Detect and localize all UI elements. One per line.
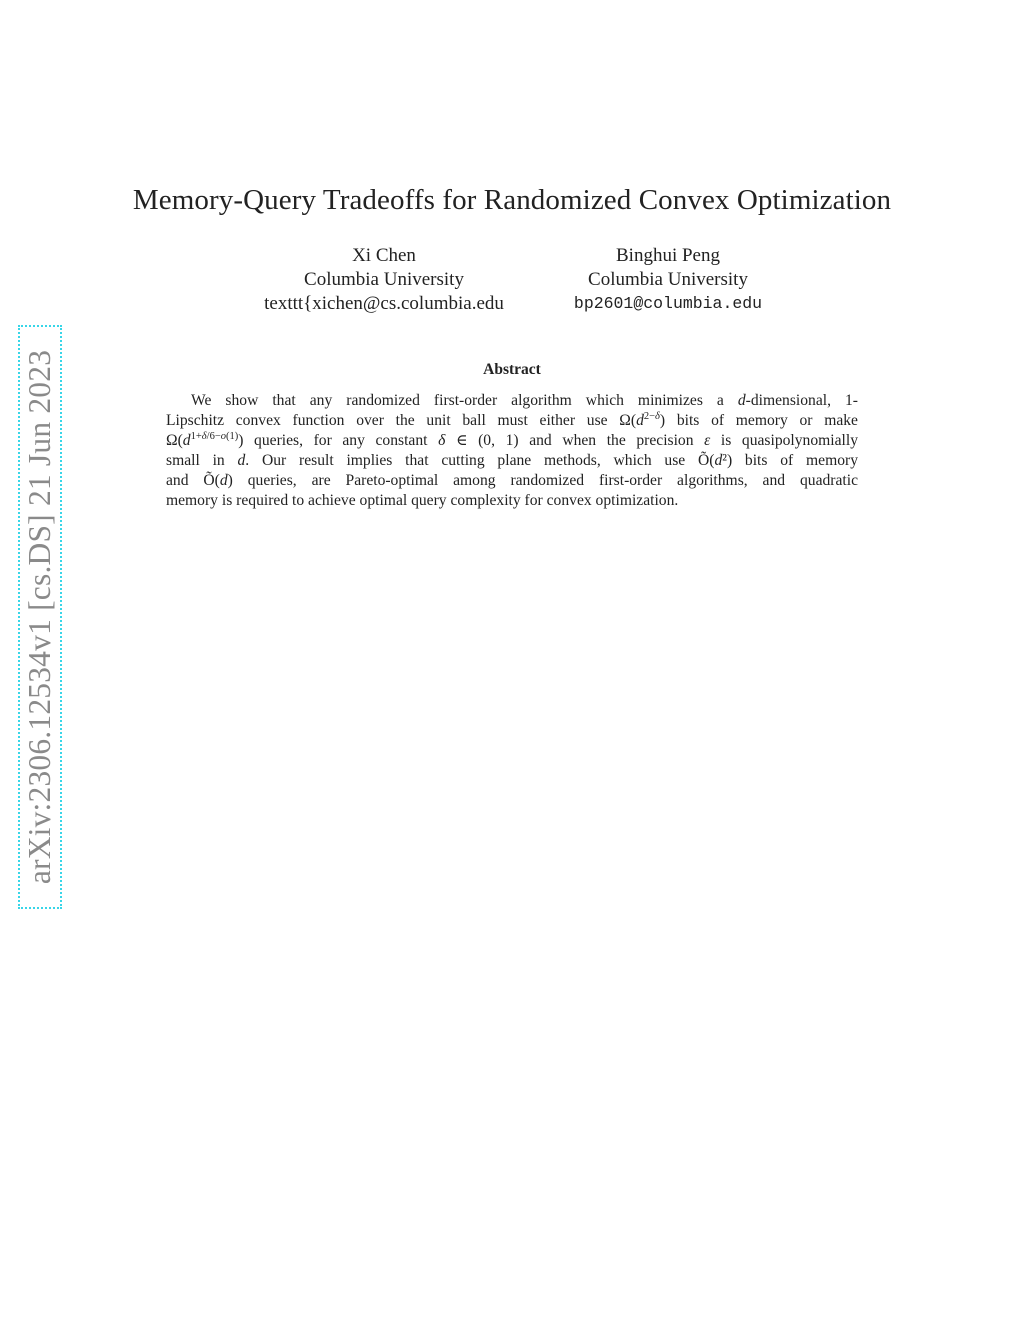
abstract-line: $\Omega(d^{1+\delta/6-o(1)})$ queries, for any constant δ ∈ (0, 1) and when the precision ε is quasipolynomially — [166, 430, 858, 449]
abstract-line: memory is required to achieve optimal query complexity for convex optimization. — [166, 492, 679, 509]
author-affiliation: Columbia University — [588, 269, 748, 290]
abstract-line: Lipschitz convex function over the unit ball must either use $\Omega(d^{2-\delta})$ bits of memory or make — [166, 410, 858, 429]
author-block-1 — [236, 244, 532, 316]
author-email: bp2601@columbia.edu — [573, 294, 763, 313]
abstract-heading: Abstract — [483, 361, 541, 378]
author-email: texttt{xichen@cs.columbia.edu — [264, 293, 504, 314]
abstract-line: small in d. Our result implies that cutting plane methods, which use Õ(d²) bits of memory — [166, 452, 858, 469]
author-name: Xi Chen — [352, 245, 416, 266]
abstract-line: We show that any randomized first-order algorithm which minimizes a d-dimensional, 1- — [191, 392, 858, 409]
author-block-2 — [540, 244, 796, 316]
arxiv-identifier-text: arXiv:2306.12534v1 [cs.DS] 21 Jun 2023 — [22, 349, 57, 885]
arxiv-identifier-stamp — [18, 325, 62, 909]
paper-title: Memory-Query Tradeoffs for Randomized Convex Optimization — [132, 184, 892, 216]
abstract-line: and Õ(d) queries, are Pareto-optimal among randomized first-order algorithms, and quadratic — [166, 472, 858, 489]
author-affiliation: Columbia University — [304, 269, 464, 290]
abstract-body — [166, 391, 858, 511]
author-name: Binghui Peng — [616, 245, 720, 266]
